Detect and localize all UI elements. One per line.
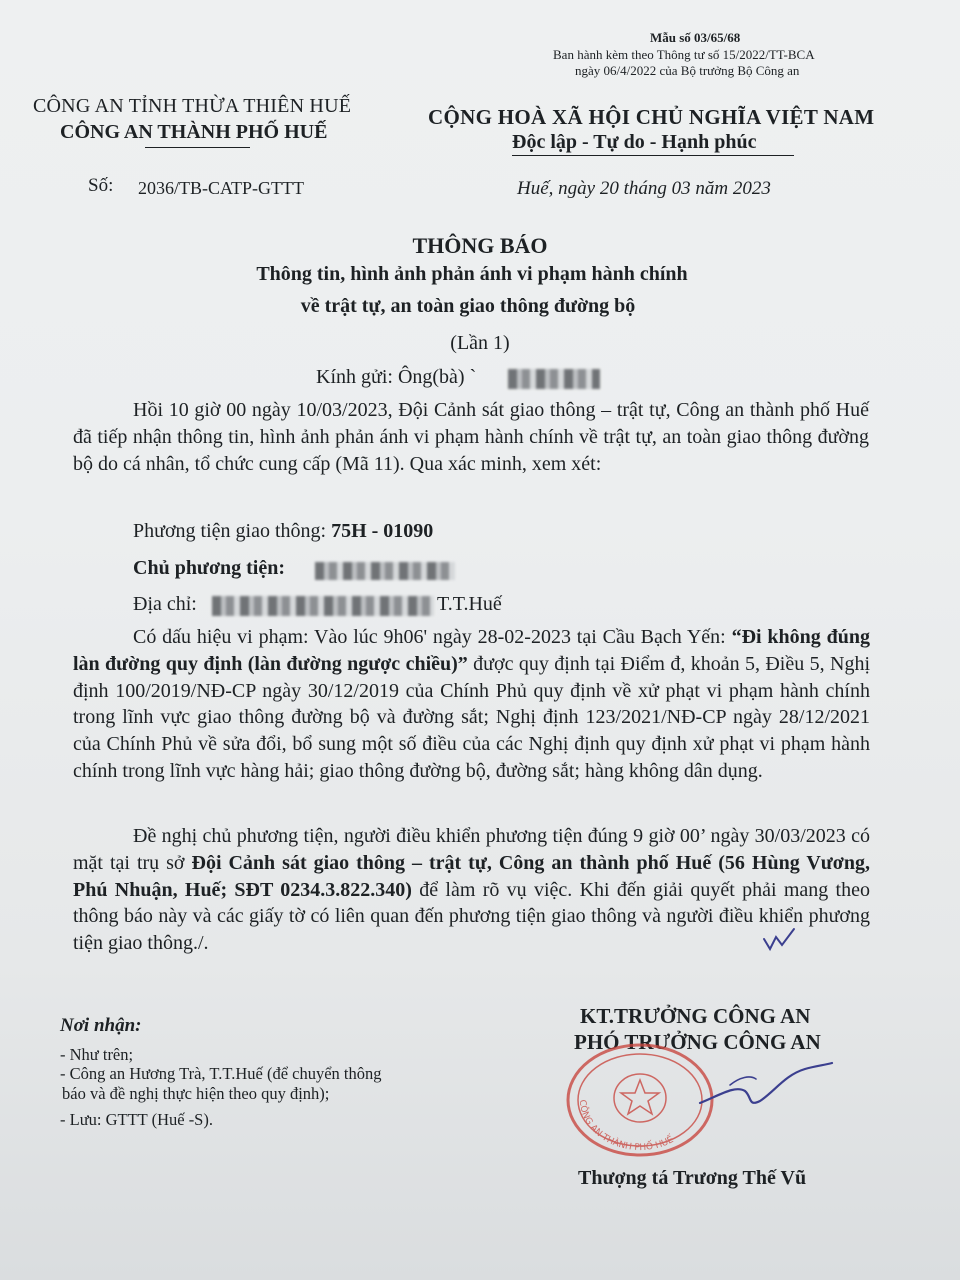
seal-text: CÔNG AN THÀNH PHỐ HUẾ [576, 1099, 676, 1154]
address-line [133, 593, 197, 616]
svg-text:CÔNG AN THÀNH PHỐ HUẾ [577, 1099, 676, 1153]
agency-underline [145, 147, 250, 148]
body-paragraph-3 [73, 823, 870, 957]
paragraph-2-legal-basis: được quy định tại Điểm đ, khoản 5, Điều 5, Nghị định 100/2019/NĐ-CP ngày 30/12/2019 của Chính Phủ quy định về xử phạt vi phạm hành chính trong lĩnh vực giao thông đường bộ và đường sắt; Nghị định 123/2021/NĐ-CP ngày 28/12/2021 của Chính Phủ về sửa đổi, bổ sung một số điều của các Nghị định quy định xử phạt vi phạm hành chính trong lĩnh vực hàng hải; giao thông đường bộ, đường sắt; hàng không dân dụng. [73, 652, 870, 782]
place-date: Huế, ngày 20 tháng 03 năm 2023 [517, 178, 771, 199]
paragraph-3-intro: Đề nghị chủ phương tiện, người điều khiển phương tiện đúng 9 giờ 00’ ngày 30/03/2023 có mặt tại trụ sở [73, 825, 870, 874]
doc-subtitle-1: Thông tin, hình ảnh phản ánh vi phạm hành chính [256, 263, 688, 285]
recipient-item: - Như trên; [60, 1045, 134, 1064]
nation-motto: Độc lập - Tự do - Hạnh phúc [512, 131, 757, 153]
body-paragraph-1 [73, 397, 869, 477]
signature-authority-line1: KT.TRƯỞNG CÔNG AN [580, 1004, 811, 1028]
recipient-item: báo và đề nghị thực hiện theo quy định); [62, 1084, 330, 1103]
doc-round: (Lần 1) [450, 332, 510, 354]
vehicle-line [133, 520, 433, 543]
office-address: Đội Cảnh sát giao thông – trật tự, Công an thành phố Huế (56 Hùng Vương, Phú Nhuận, Huế; SĐT 0234.3.822.340) [73, 851, 870, 901]
redacted-recipient-name [508, 369, 600, 389]
agency-parent: CÔNG AN TỈNH THỪA THIÊN HUẾ [33, 95, 352, 117]
greeting-label: Kính gửi: Ông(bà) ` [316, 366, 477, 388]
violation-description: “Đi không đúng làn đường quy định (làn đường ngược chiều)” [73, 626, 870, 675]
doc-title: THÔNG BÁO [412, 233, 548, 258]
body-paragraph-2 [73, 624, 870, 785]
paragraph-2-intro: Có dấu hiệu vi phạm: Vào lúc 9h06' ngày 28-02-2023 tại Cầu Bạch Yến: [133, 626, 732, 648]
address-tail: T.T.Huế [437, 593, 502, 615]
doc-subtitle-2: về trật tự, an toàn giao thông đường bộ [300, 295, 636, 317]
recipient-item: - Lưu: GTTT (Huế -S). [60, 1110, 213, 1129]
form-issued-line2: ngày 06/4/2022 của Bộ trưởng Bộ Công an [575, 63, 800, 78]
paragraph-1-text: Hồi 10 giờ 00 ngày 10/03/2023, Đội Cảnh sát giao thông – trật tự, Công an thành phố Huế đã tiếp nhận thông tin, hình ảnh phản ánh vi phạm hành chính về trật tự, an toàn giao thông đường bộ do cá nhân, tổ chức cung cấp (Mã 11). Qua xác minh, xem xét: [73, 399, 869, 475]
owner-line [133, 557, 285, 580]
owner-label: Chủ phương tiện: [133, 557, 286, 579]
doc-number: 2036/TB-CATP-GTTT [138, 178, 304, 198]
nation-title: CỘNG HOÀ XÃ HỘI CHỦ NGHĨA VIỆT NAM [428, 105, 875, 129]
recipients-title: Nơi nhận: [60, 1015, 142, 1036]
recipient-item: - Công an Hương Trà, T.T.Huế (để chuyển thông [60, 1064, 382, 1083]
motto-underline [512, 155, 794, 156]
signer-name: Thượng tá Trương Thế Vũ [578, 1167, 807, 1189]
handwritten-tick-icon [758, 925, 798, 955]
redacted-owner-name [315, 562, 455, 580]
form-code: Mẫu số 03/65/68 [650, 30, 741, 45]
vehicle-label: Phương tiện giao thông: [133, 520, 332, 542]
address-label: Địa chỉ: [133, 593, 197, 615]
form-issued-line1: Ban hành kèm theo Thông tư số 15/2022/TT-BCA [553, 47, 815, 62]
signature-authority-line2: PHÓ TRƯỞNG CÔNG AN [574, 1030, 821, 1054]
doc-number-label: Số: [88, 175, 114, 196]
handwritten-signature-icon [690, 1055, 840, 1115]
agency-name: CÔNG AN THÀNH PHỐ HUẾ [60, 121, 328, 143]
redacted-address [212, 596, 434, 616]
paragraph-3-closing: để làm rõ vụ việc. Khi đến giải quyết phải mang theo thông báo này và các giấy tờ có liên quan đến phương tiện giao thông và người điều khiển phương tiện giao thông./. [73, 878, 870, 955]
vehicle-plate: 75H - 01090 [331, 520, 434, 542]
